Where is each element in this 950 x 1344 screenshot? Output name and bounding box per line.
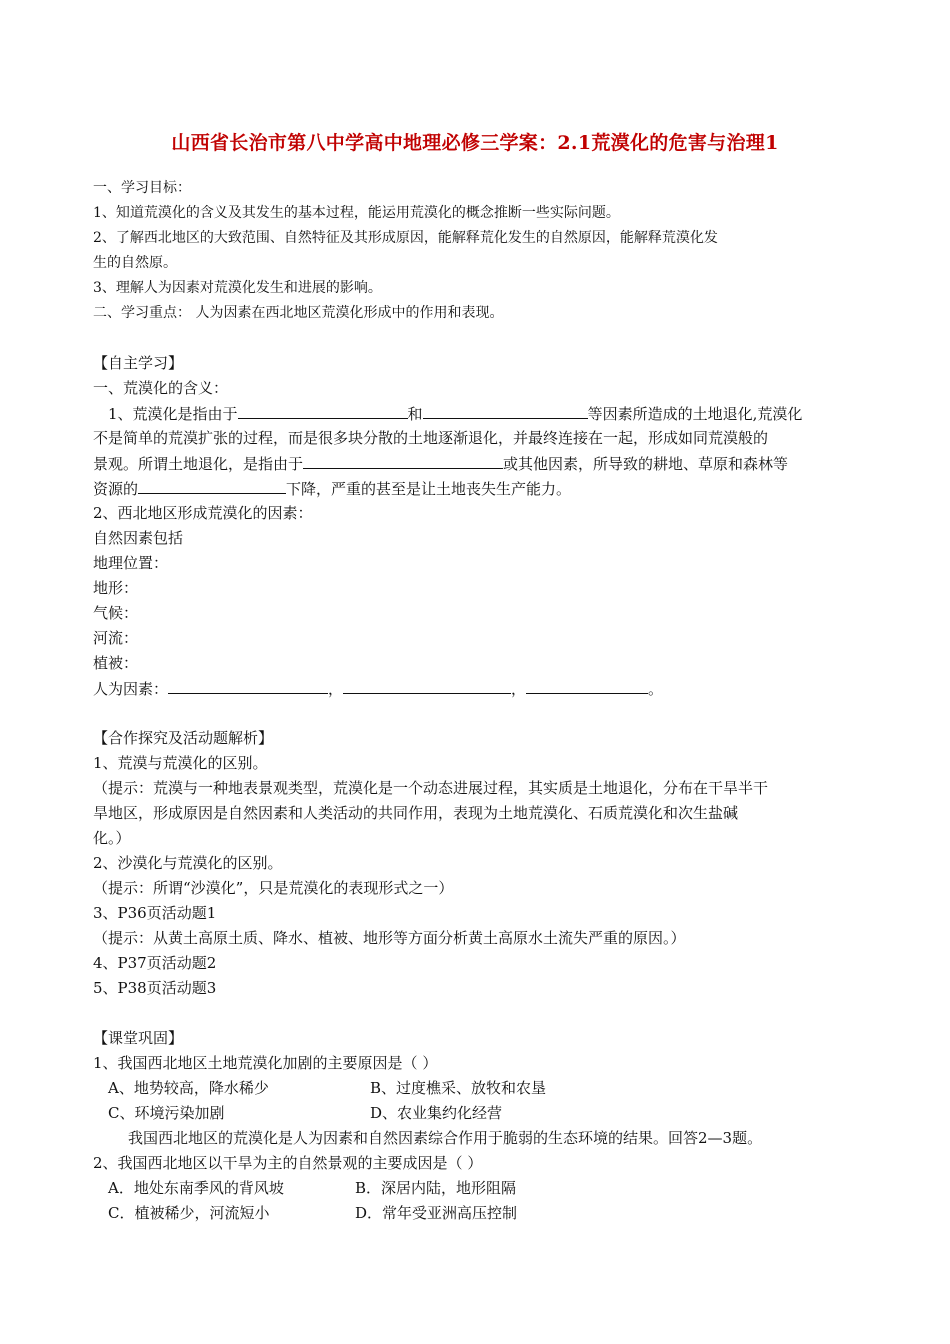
option-a: A．地处东南季风的背风坡	[108, 1179, 284, 1197]
blank-field[interactable]	[526, 678, 648, 694]
factor-label: 河流：	[93, 629, 139, 647]
coop-line: 4、P37页活动题2	[93, 954, 217, 972]
option-d: D．常年受亚洲高压控制	[355, 1204, 518, 1222]
option-c: C．植被稀少，河流短小	[108, 1204, 270, 1222]
factor-label: 自然因素包括	[93, 529, 184, 547]
key-points: 二、学习重点： 人为因素在西北地区荒漠化形成中的作用和表现。	[93, 305, 504, 321]
blank-field[interactable]	[168, 678, 328, 694]
coop-line: 5、P38页活动题3	[93, 979, 217, 997]
text: 。	[648, 680, 664, 698]
option-b: B、过度樵采、放牧和农垦	[370, 1079, 547, 1097]
paragraph-line: 不是简单的荒漠扩张的过程，而是很多块分散的土地逐渐退化，并最终连接在一起，形成如同荒漠般的	[93, 429, 769, 447]
review-question: 2、我国西北地区以干旱为主的自然景观的主要成因是（ ）	[93, 1154, 483, 1172]
option-d: D、农业集约化经营	[370, 1104, 503, 1122]
option-b: B．深居内陆，地形阻隔	[355, 1179, 517, 1197]
page-title: 山西省长治市第八中学高中地理必修三学案：2.1荒漠化的危害与治理1	[171, 132, 779, 154]
text: 人为因素：	[93, 680, 169, 698]
coop-line: 3、P36页活动题1	[93, 904, 217, 922]
coop-line: 1、荒漠与荒漠化的区别。	[93, 754, 268, 772]
self-study-heading: 【自主学习】	[93, 354, 184, 372]
factor-label: 地形：	[93, 579, 139, 597]
option-c: C、环境污染加剧	[108, 1104, 225, 1122]
objective-item: 1、知道荒漠化的含义及其发生的基本过程，能运用荒漠化的概念推断一些实际问题。	[93, 205, 620, 221]
coop-line: （提示：从黄土高原土质、降水、植被、地形等方面分析黄土高原水土流失严重的原因。）	[93, 929, 686, 947]
review-question: 1、我国西北地区土地荒漠化加剧的主要原因是（ ）	[93, 1054, 438, 1072]
objectives-heading: 一、学习目标：	[93, 180, 191, 196]
text: 等因素所造成的土地退化,荒漠化	[587, 405, 803, 423]
text: 资源的	[93, 480, 139, 498]
blank-field[interactable]	[303, 453, 503, 469]
text: ，	[511, 680, 527, 698]
option-a: A、地势较高，降水稀少	[108, 1079, 269, 1097]
coop-line: （提示：所谓“沙漠化”，只是荒漠化的表现形式之一）	[93, 879, 454, 897]
text: 和	[407, 405, 423, 423]
review-heading: 【课堂巩固】	[93, 1029, 184, 1047]
fill-line	[108, 403, 802, 424]
coop-line: 2、沙漠化与荒漠化的区别。	[93, 854, 283, 872]
objective-item: 生的自然原。	[93, 255, 177, 271]
text: 景观。所谓土地退化，是指由于	[93, 455, 304, 473]
text: 或其他因素，所导致的耕地、草原和森林等	[503, 455, 789, 473]
factor-label: 地理位置：	[93, 554, 169, 572]
coop-line: （提示：荒漠与一种地表景观类型，荒漠化是一个动态进展过程，其实质是土地退化，分布在干旱半干	[93, 779, 769, 797]
coop-line: 旱地区，形成原因是自然因素和人类活动的共同作用，表现为土地荒漠化、石质荒漠化和次生盐碱	[93, 804, 739, 822]
coop-heading: 【合作探究及活动题解析】	[93, 729, 274, 747]
question-heading: 一、荒漠化的含义：	[93, 379, 229, 397]
blank-field[interactable]	[423, 403, 588, 419]
blank-field[interactable]	[343, 678, 511, 694]
text: 1、荒漠化是指由于	[108, 405, 238, 423]
coop-line: 化。）	[93, 829, 131, 847]
factor-label: 气候：	[93, 604, 139, 622]
fill-line	[93, 453, 788, 474]
fill-line	[93, 478, 571, 499]
text: 下降，严重的甚至是让土地丧失生产能力。	[286, 480, 572, 498]
blank-field[interactable]	[138, 478, 286, 494]
objective-item: 2、了解西北地区的大致范围、自然特征及其形成原因，能解释荒化发生的自然原因，能解释荒漠化发	[93, 230, 718, 246]
text: ，	[328, 680, 344, 698]
fill-line	[93, 678, 663, 699]
blank-field[interactable]	[238, 403, 408, 419]
question-heading: 2、西北地区形成荒漠化的因素：	[93, 504, 313, 522]
factor-label: 植被：	[93, 654, 139, 672]
review-intro: 我国西北地区的荒漠化是人为因素和自然因素综合作用于脆弱的生态环境的结果。回答2—3题。	[128, 1129, 763, 1147]
objective-item: 3、理解人为因素对荒漠化发生和进展的影响。	[93, 280, 382, 296]
